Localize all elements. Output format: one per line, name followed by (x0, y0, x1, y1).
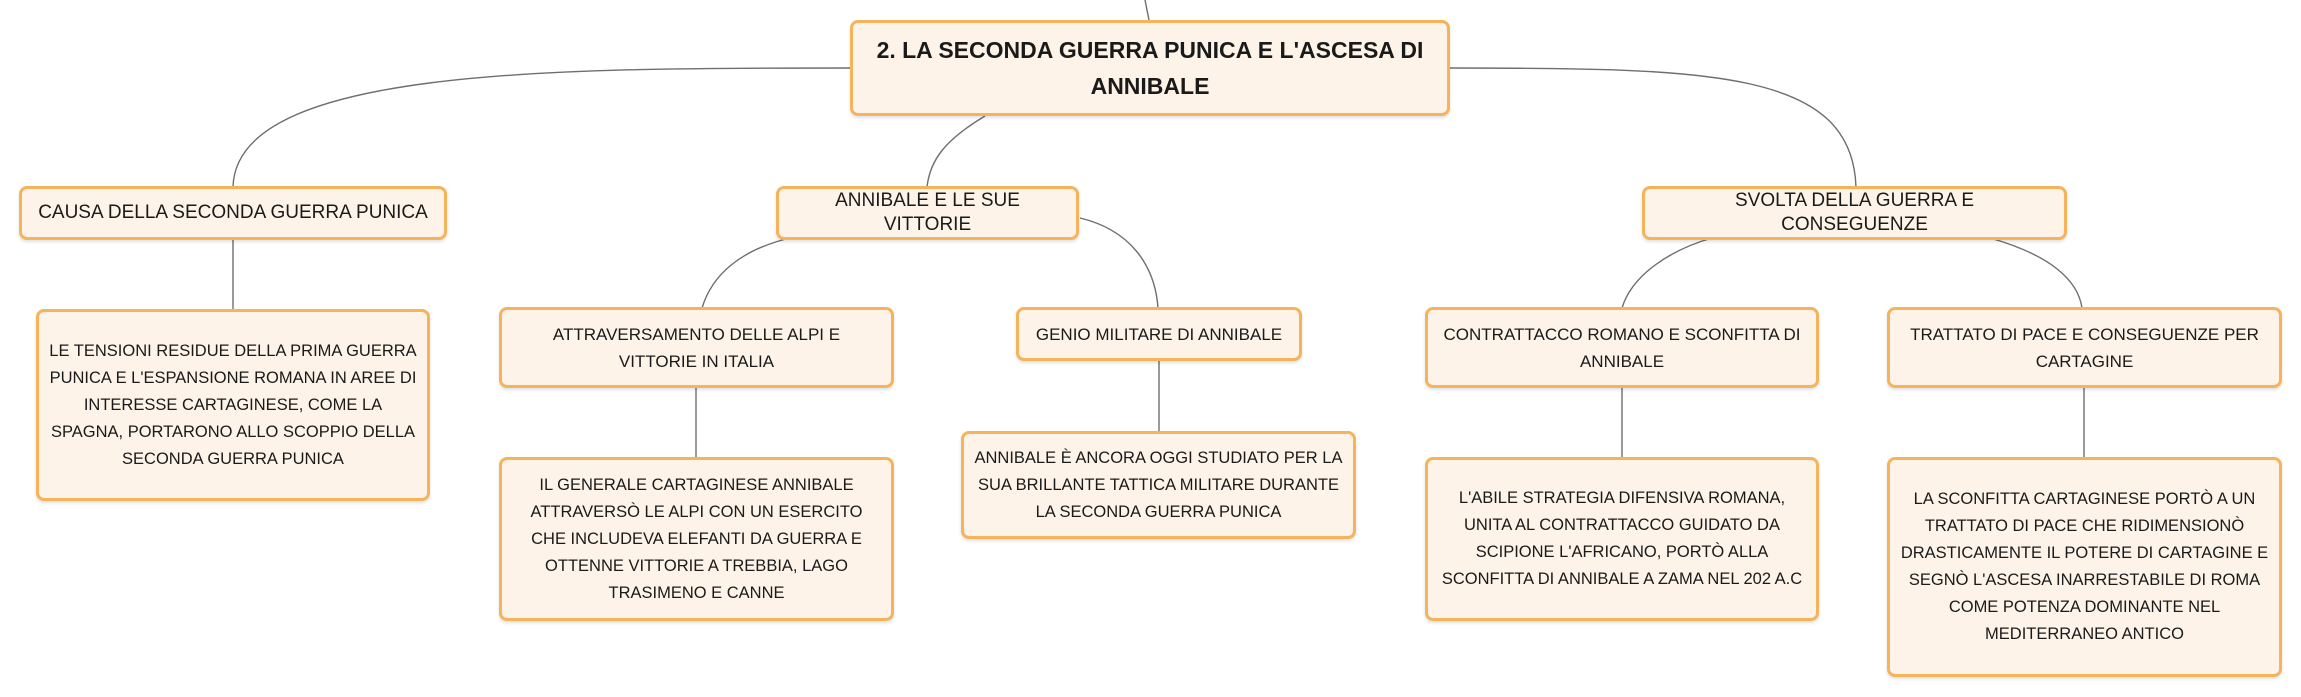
connector-topic-3-sub-2 (1990, 238, 2082, 308)
subtopic-genio[interactable] (1016, 307, 1302, 361)
subtopic-trattato-label: TRATTATO DI PACE E CONSEGUENZE PER CARTAGINE (1910, 324, 2259, 371)
root-topic[interactable] (850, 20, 1450, 116)
detail-contrattacco[interactable] (1425, 457, 1819, 621)
connector-root-topic-3 (1447, 68, 1856, 187)
detail-genio[interactable] (961, 431, 1356, 539)
topic-annibale[interactable] (776, 186, 1079, 240)
subtopic-trattato[interactable] (1887, 307, 2282, 388)
detail-trattato-text: LA SCONFITTA CARTAGINESE PORTÒ A UN TRATTATO DI PACE CHE RIDIMENSIONÒ DRASTICAMENTE IL POTERE DI CARTAGINE E SEGNÒ L'ASCESA INARRESTABILE DI ROMA COME POTENZA DOMINANTE NEL MEDITERRANEO ANTICO (1900, 490, 2269, 643)
topic-svolta[interactable] (1642, 186, 2067, 240)
detail-causa[interactable] (36, 309, 430, 501)
detail-genio-text: ANNIBALE È ANCORA OGGI STUDIATO PER LA SUA BRILLANTE TATTICA MILITARE DURANTE LA SECONDA GUERRA PUNICA (974, 448, 1343, 521)
detail-causa-text: LE TENSIONI RESIDUE DELLA PRIMA GUERRA PUNICA E L'ESPANSIONE ROMANA IN AREE DI INTERESSE CARTAGINESE, COME LA SPAGNA, PORTARONO ALLO SCOPPIO DELLA SECONDA GUERRA PUNICA (49, 341, 417, 468)
connector-topic-2-sub-2 (1080, 218, 1158, 308)
topic-annibale-label: ANNIBALE E LE SUE VITTORIE (835, 190, 1020, 235)
connector-top (1145, 0, 1149, 20)
detail-contrattacco-text: L'ABILE STRATEGIA DIFENSIVA ROMANA, UNITA AL CONTRATTACCO GUIDATO DA SCIPIONE L'AFRICANO, PORTÒ ALLA SCONFITTA DI ANNIBALE A ZAMA NEL 202 A.C (1441, 489, 1803, 588)
detail-attraversamento[interactable] (499, 457, 894, 621)
detail-trattato[interactable] (1887, 457, 2282, 677)
subtopic-contrattacco[interactable] (1425, 307, 1819, 388)
topic-causa[interactable] (19, 186, 447, 240)
root-topic-label: 2. LA SECONDA GUERRA PUNICA E L'ASCESA DI ANNIBALE (876, 37, 1424, 99)
detail-attraversamento-text: IL GENERALE CARTAGINESE ANNIBALE ATTRAVERSÒ LE ALPI CON UN ESERCITO CHE INCLUDEVA ELEFANTI DA GUERRA E OTTENNE VITTORIE A TREBBIA, LAGO TRASIMENO E CANNE (530, 475, 863, 602)
connector-root-topic-1 (233, 68, 852, 187)
connector-root-topic-2 (927, 116, 985, 187)
topic-svolta-label: SVOLTA DELLA GUERRA E CONSEGUENZE (1734, 190, 1974, 235)
subtopic-attraversamento-label: ATTRAVERSAMENTO DELLE ALPI E VITTORIE IN ITALIA (552, 324, 841, 371)
connector-topic-2-sub-1 (702, 238, 790, 308)
subtopic-contrattacco-label: CONTRATTACCO ROMANO E SCONFITTA DI ANNIBALE (1443, 324, 1801, 371)
subtopic-attraversamento[interactable] (499, 307, 894, 388)
topic-causa-label: CAUSA DELLA SECONDA GUERRA PUNICA (38, 202, 428, 223)
subtopic-genio-label: GENIO MILITARE DI ANNIBALE (1035, 324, 1283, 344)
connector-topic-3-sub-1 (1622, 238, 1712, 308)
